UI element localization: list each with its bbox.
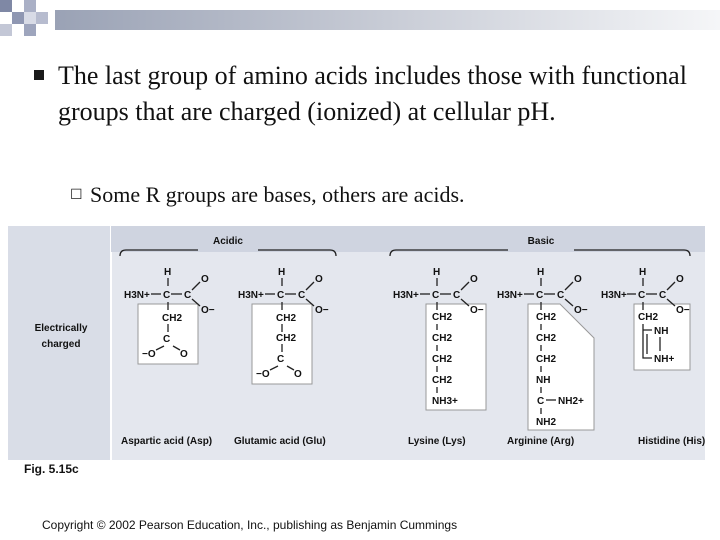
svg-text:CH2: CH2 — [432, 375, 453, 386]
name-histidine: Histidine (His) — [638, 436, 705, 447]
svg-text:H: H — [639, 267, 647, 278]
svg-text:O: O — [315, 274, 323, 285]
row-label-line1: Electrically — [34, 323, 88, 334]
svg-text:C: C — [277, 354, 285, 365]
svg-text:C: C — [163, 334, 171, 345]
svg-text:O−: O− — [470, 305, 484, 316]
acidic-header: Acidic — [212, 236, 244, 247]
svg-text:H3N+: H3N+ — [393, 290, 419, 301]
name-lysine: Lysine (Lys) — [408, 436, 466, 447]
svg-text:H: H — [537, 267, 545, 278]
name-arginine: Arginine (Arg) — [507, 436, 575, 447]
svg-text:C: C — [432, 290, 440, 301]
svg-text:CH2: CH2 — [276, 333, 297, 344]
amino-acid-figure — [8, 226, 705, 460]
svg-text:O: O — [676, 274, 684, 285]
bullet-square — [34, 70, 44, 80]
svg-text:H3N+: H3N+ — [601, 290, 627, 301]
svg-text:NH: NH — [654, 326, 669, 337]
figure-caption: Fig. 5.15c — [24, 462, 79, 476]
svg-text:O: O — [180, 349, 188, 360]
svg-text:NH2+: NH2+ — [558, 396, 584, 407]
row-label-line2: charged — [41, 339, 81, 350]
svg-text:CH2: CH2 — [432, 312, 453, 323]
svg-text:CH2: CH2 — [536, 333, 557, 344]
svg-text:CH2: CH2 — [638, 312, 659, 323]
svg-text:C: C — [184, 290, 192, 301]
svg-text:O−: O− — [201, 305, 215, 316]
svg-text:H3N+: H3N+ — [124, 290, 150, 301]
svg-text:H3N+: H3N+ — [238, 290, 264, 301]
svg-text:O−: O− — [315, 305, 329, 316]
svg-text:C: C — [638, 290, 646, 301]
svg-text:−O: −O — [142, 349, 156, 360]
svg-text:CH2: CH2 — [432, 354, 453, 365]
svg-text:NH2: NH2 — [536, 417, 557, 428]
svg-text:O: O — [574, 274, 582, 285]
svg-text:−O: −O — [256, 369, 270, 380]
svg-text:C: C — [557, 290, 565, 301]
copyright-notice: Copyright © 2002 Pearson Education, Inc., publishing as Benjamin Cummings — [42, 518, 458, 532]
svg-text:CH2: CH2 — [536, 354, 557, 365]
svg-text:CH2: CH2 — [162, 313, 183, 324]
svg-text:H: H — [164, 267, 172, 278]
sub-bullet-text: Some R groups are bases, others are acids. — [90, 182, 465, 207]
bullet-text: The last group of amino acids includes those with functional groups that are charged (ionized) at cellular pH. — [58, 61, 687, 126]
svg-text:O: O — [470, 274, 478, 285]
sub-bullet-checkbox: ☐ — [70, 187, 83, 203]
svg-text:CH2: CH2 — [276, 313, 297, 324]
svg-text:O−: O− — [676, 305, 690, 316]
svg-text:C: C — [163, 290, 171, 301]
svg-text:C: C — [536, 290, 544, 301]
svg-text:C: C — [298, 290, 306, 301]
svg-text:CH2: CH2 — [536, 312, 557, 323]
basic-header: Basic — [527, 236, 555, 247]
svg-text:NH3+: NH3+ — [432, 396, 458, 407]
svg-text:C: C — [537, 396, 545, 407]
svg-text:H: H — [278, 267, 286, 278]
svg-text:C: C — [453, 290, 461, 301]
svg-text:O: O — [201, 274, 209, 285]
svg-text:H3N+: H3N+ — [497, 290, 523, 301]
svg-text:NH+: NH+ — [654, 354, 675, 365]
svg-text:O: O — [294, 369, 302, 380]
svg-text:H: H — [433, 267, 441, 278]
name-glutamic: Glutamic acid (Glu) — [234, 436, 326, 447]
svg-text:O−: O− — [574, 305, 588, 316]
svg-text:NH: NH — [536, 375, 551, 386]
svg-text:CH2: CH2 — [432, 333, 453, 344]
svg-text:C: C — [277, 290, 285, 301]
name-aspartic: Aspartic acid (Asp) — [121, 436, 213, 447]
slide-decoration — [0, 0, 720, 40]
svg-text:C: C — [659, 290, 667, 301]
